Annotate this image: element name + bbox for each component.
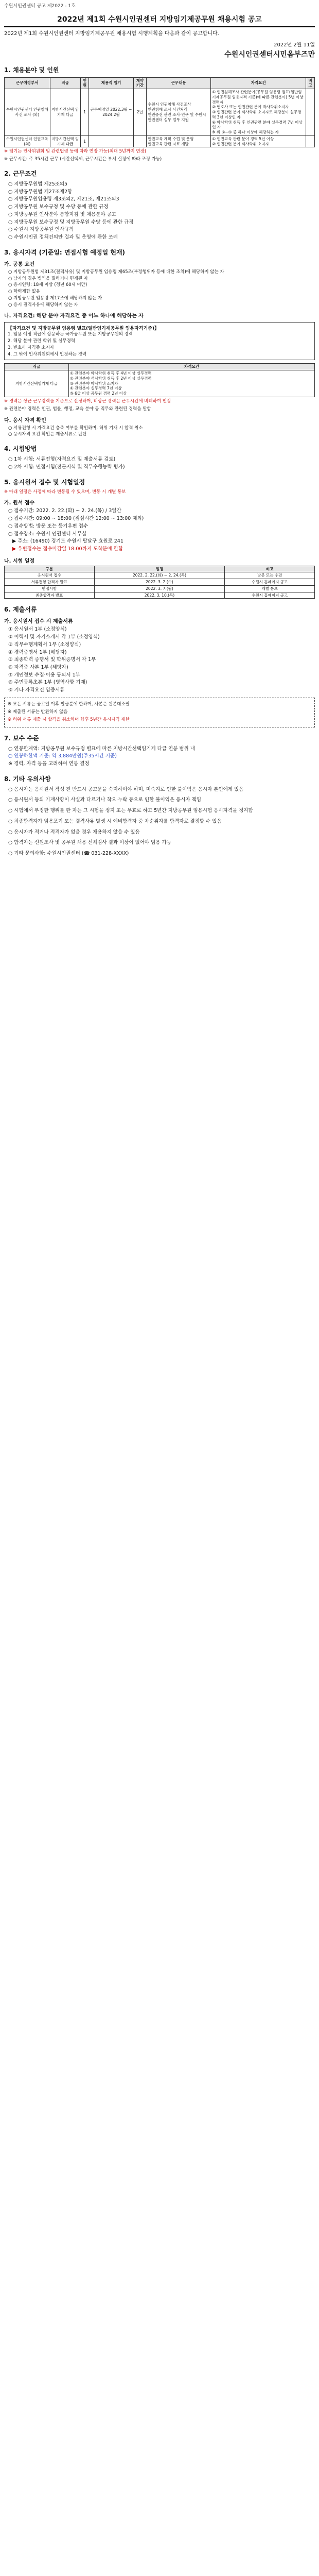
list-item: ④ 경력증명서 1부 (해당자) — [8, 649, 67, 655]
list-item: ③ 직무수행계획서 1부 (소정양식) — [8, 641, 81, 648]
cell-rank: 지방시간선택 임기제 다급 — [50, 135, 80, 147]
cell-count: 1 — [80, 89, 89, 136]
list-item: ○ 2차 시험: 면접시험(전문지식 및 직무수행능력 평가) — [8, 464, 125, 470]
list-item: 4. 그 밖에 인사위원회에서 인정하는 경력 — [8, 351, 86, 357]
list-item: ○ 기타 문의사항: 수원시인권센터 (☎ 031-228-XXXX) — [8, 851, 129, 857]
cell-remark: 방문 또는 우편 — [225, 572, 315, 579]
list-item: ○ 합격자는 신원조사 및 공무원 채용 신체검사 결과 이상이 없어야 임용 가능 — [8, 840, 171, 846]
confirm-list — [4, 425, 315, 438]
cell-remark: 수원시 홈페이지 공고 — [225, 592, 315, 599]
th-term: 채용직 임기 — [89, 77, 133, 89]
qualification-note: ※ 경력은 상근 근무경력을 기준으로 산정하며, 비상근 경력은 근무시간에 비례하여 인정 — [4, 398, 171, 404]
list-item: ○ 지방공무원법 제25조의5 — [8, 181, 68, 188]
cell-remark: 수원시 홈페이지 공고 — [225, 579, 315, 586]
table-row — [5, 572, 315, 579]
section-4-title: 4. 시험방법 — [4, 445, 37, 453]
th-dept: 근무예정부서 — [5, 77, 50, 89]
cell-date: 2022. 3. 7.(월) — [94, 585, 225, 592]
th-qual: 자격요건 — [211, 77, 306, 89]
cell-rank: 지방시간선택임기제 다급 — [5, 370, 69, 397]
list-item: ○ 접수시간: 09:00 ~ 18:00 (점심시간 12:00 ~ 13:00 제외) — [8, 516, 144, 522]
th-qual: 자격요건 — [69, 364, 315, 370]
cell-date: 2022. 3. 2.(수) — [94, 579, 225, 586]
section-7-title: 7. 보수 수준 — [4, 734, 39, 742]
section-1-title: 1. 채용분야 및 인원 — [4, 66, 59, 74]
section-1-note: ※ 임기는 인사위원회 및 관련법령 등에 따라 연장 가능(최대 5년까지 연장) — [4, 149, 147, 155]
salary-list — [4, 745, 315, 768]
list-item: ⑥ 자격증 사본 1부 (해당자) — [8, 665, 68, 671]
list-item: ○ 응시자는 응시원서 작성 전 반드시 공고문을 숙지하여야 하며, 미숙지로 인한 불이익은 응시자 본인에게 있음 — [8, 786, 244, 792]
th-duty: 근무내용 — [147, 77, 211, 89]
cell-qual: ① 인권교육 관련 분야 경력 5년 이상 ② 인권관련 분야 석사학위 소지자 — [211, 135, 306, 147]
list-item: ○ 지방공무원 임용령 제17조에 해당하지 않는 자 — [8, 295, 102, 301]
th-count: 인원 — [80, 77, 89, 89]
cell-duty: 수원시 인권침해 사건조사 인권침해 조사 사건처리 인권증진 관련 조사·연구 및 수원시인권센터 실무 업무 지원 — [147, 89, 211, 136]
list-item: ○ 수원시 지방공무원 인사규칙 — [8, 227, 74, 233]
subsection-title: 다. 응시 자격 확인 — [4, 417, 46, 423]
list-item: ⑤ 최종학력 증명서 및 학위증명서 각 1부 — [8, 657, 96, 663]
cell-kind: 서류전형 합격자 발표 — [5, 579, 95, 586]
list-item: ○ 시험에서 부정한 행위를 한 자는 그 시험을 정지 또는 무효로 하고 5년간 지방공무원 임용시험 응시자격을 정지함 — [8, 808, 253, 814]
subsection-title: 가. 응시원서 접수 시 제출서류 — [4, 619, 73, 625]
documents-note: ※ 모든 서류는 공고일 이후 발급분에 한하며, 사본은 원본대조필 — [8, 701, 130, 707]
cell-term: 근무예정일 2022.3월 ~ 2024.2월 — [89, 89, 133, 136]
list-item: 3. 변호사 자격증 소지자 — [8, 345, 55, 350]
list-item: ○ 응시원서 등의 기재사항이 사실과 다르거나 착오·누락 등으로 인한 불이익은 응시자 책임 — [8, 797, 201, 803]
th-rank: 직급 — [5, 364, 69, 370]
list-item: ▶ 우편접수는 접수마감일 18:00까지 도착분에 한함 — [12, 546, 123, 552]
documents-list — [4, 626, 315, 694]
list-item: ○ 최종합격자가 임용포기 또는 결격사유 발생 시 예비합격자 중 차순위자를 합격자로 결정할 수 있음 — [8, 818, 222, 824]
cell-remark: 개별 통보 — [225, 585, 315, 592]
list-item: ○ 응시연령: 18세 이상 (정년 60세 미만) — [8, 282, 87, 288]
schedule-table — [4, 566, 315, 599]
table-row — [5, 135, 315, 147]
document-ref: 수원시인권센터 공고 제2022 - 1호 — [4, 4, 76, 9]
section-5-title: 5. 응시원서 접수 및 시험일정 — [4, 478, 85, 486]
list-item: 1. 임용 예정 직급에 상응하는 국가공무원 또는 지방공무원의 경력 — [8, 332, 133, 337]
list-item: ○ 지방공무원법 제31조(결격사유) 및 지방공무원 임용령 제65조(부정행위자 등에 대한 조치)에 해당하지 않는 자 — [8, 269, 224, 275]
list-item: 2. 해당 분야 관련 학위 및 실무경력 — [8, 338, 76, 344]
qualification-box — [4, 322, 315, 360]
list-item: ○ 접수방법: 방문 또는 등기우편 접수 — [8, 523, 88, 529]
list-item: ○ 지방공무원 인사분야 통합지침 및 채용분야 공고 — [8, 211, 116, 217]
section-1-note: ※ 근무시간: 주 35시간 근무 (시간선택제, 근무시간은 부서 실정에 따라 조정 가능) — [4, 157, 162, 162]
list-item: ○ 학력제한 없음 — [8, 289, 41, 295]
section-6-title: 6. 제출서류 — [4, 606, 37, 614]
section-2-title: 2. 근무조건 — [4, 170, 37, 178]
list-item: ⑦ 개인정보 수집·이용 동의서 1부 — [8, 672, 80, 678]
notes-list — [4, 786, 315, 858]
list-item: ○ 지방공무원 보수규정 및 지방공무원 수당 등에 관한 규정 — [8, 219, 134, 225]
cell-qual: ① 관련분야 학사학위 취득 후 4년 이상 실무경력 ② 관련분야 석사학위 취득 후 2년 이상 실무경력 ③ 관련분야 박사학위 소지자 ④ 관련분야 실무경력 7년 이상 ⑤ 6급 이상 공무원 경력 2년 이상 — [69, 370, 315, 397]
table-row — [5, 585, 315, 592]
table-row — [5, 592, 315, 599]
intro-text: 2022년 제1회 수원시인권센터 지방임기제공무원 채용시험 시행계획을 다음과 같이 공고합니다. — [4, 31, 219, 37]
list-item: ○ 응시자격 요건 확인은 제출서류로 판단 — [8, 432, 87, 437]
list-item: ○ 연봉하한액 기준: 약 3,884만원(주35시간 기준) — [8, 753, 117, 759]
cell-period — [133, 135, 146, 147]
list-item: ▶ 주소: (16490) 경기도 수원시 팔달구 효원로 241 — [12, 538, 123, 545]
cell-note — [306, 89, 315, 136]
work-conditions-list — [4, 181, 315, 242]
table-header-row — [5, 77, 315, 89]
exam-method-list — [4, 456, 315, 471]
cell-kind: 최종합격자 발표 — [5, 592, 95, 599]
table-header-row — [5, 364, 315, 370]
list-item: ○ 서류전형 시 자격요건 충족 여부를 확인하며, 허위 기재 시 합격 취소 — [8, 425, 143, 431]
th-remark: 비고 — [225, 566, 315, 572]
box-title: 【자격요건 및 지방공무원 임용령 별표(일반임기제공무원 임용자격기준)】 — [8, 326, 160, 332]
issuer-name: 수원시인권센터시민옴부즈만 — [224, 50, 315, 59]
th-date: 일정 — [94, 566, 225, 572]
box-list — [8, 331, 311, 358]
subsection-title: 나. 시험 일정 — [4, 558, 35, 564]
cell-duty: 인권교육 계획 수립 및 운영 인권교육 관련 자료 개발 — [147, 135, 211, 147]
recruitment-table — [4, 77, 315, 148]
table-row — [5, 579, 315, 586]
announcement-date: 2022년 2월 11일 — [274, 42, 315, 48]
cell-note — [306, 135, 315, 147]
section-8-title: 8. 기타 유의사항 — [4, 775, 51, 783]
subsection-title: 나. 자격요건: 해당 분야 자격요건 중 어느 하나에 해당하는 자 — [4, 313, 144, 319]
list-item: ⑧ 주민등록초본 1부 (병역사항 기재) — [8, 680, 87, 686]
subsection-title: 가. 원서 접수 — [4, 500, 35, 506]
list-item: ○ 남자의 경우 병역을 필하거나 면제된 자 — [8, 276, 88, 281]
subsection-title: 가. 공통 요건 — [4, 261, 35, 267]
table-row — [5, 89, 315, 136]
list-item: ○ 지방공무원 보수규정 및 수당 등에 관한 규정 — [8, 204, 109, 210]
list-item: ※ 경력, 자격 등을 고려하여 연봉 결정 — [8, 761, 90, 767]
cell-date: 2022. 3. 10.(목) — [94, 592, 225, 599]
qualifications-table — [4, 363, 315, 397]
list-item: ○ 접수기간: 2022. 2. 22.(화) ~ 2. 24.(목) / 3일간 — [8, 508, 121, 514]
cell-kind: 응시원서 접수 — [5, 572, 95, 579]
list-item: ○ 접수장소: 수원시 인권센터 사무실 — [8, 531, 87, 537]
table-row — [5, 370, 315, 397]
list-item: ○ 1차 시험: 서류전형(자격요건 및 제출서류 검토) — [8, 456, 116, 463]
cell-qual: ① 인권침해조사 관련분야(공무원 임용령 별표(일반임기제공무원 임용자격 기준)에 따른 관련분야) 5년 이상 경력자 ② 변호사 또는 인권관련 분야 박사학위소지자 ③ 인권관련 분야 석사학위 소지자로 해당분야 실무경력 3년 이상인 자 ④ 학사학위 취득 후 인권관련 분야 실무경력 7년 이상인 자 ※ 위 ①~④ 중 하나 이상에 해당하는 자 — [211, 89, 306, 136]
th-rank: 직급 — [50, 77, 80, 89]
qualification-note: ※ 관련분야 경력은 인권, 법률, 행정, 교육 분야 등 직무와 관련된 경력을 말함 — [4, 406, 151, 412]
list-item: ① 응시원서 1부 (소정양식) — [8, 626, 67, 633]
document-title: 2022년 제1회 수원시인권센터 지방임기제공무원 채용시험 공고 — [4, 11, 315, 27]
schedule-note: ※ 아래 일정은 사정에 따라 변동될 수 있으며, 변동 시 개별 통보 — [4, 489, 126, 495]
list-item: ○ 지방공무원임용령 제3조의2, 제21조, 제21조의3 — [8, 196, 119, 202]
cell-date: 2022. 2. 22.(화) ~ 2. 24.(목) — [94, 572, 225, 579]
cell-count: 1 — [80, 135, 89, 147]
th-period: 계약기간 — [133, 77, 146, 89]
table-header-row — [5, 566, 315, 572]
list-item: ○ 응시자가 적거나 적격자가 없을 경우 채용하지 않을 수 있음 — [8, 829, 140, 835]
list-item: ⑨ 기타 자격요건 입증서류 — [8, 687, 65, 693]
section-3-title: 3. 응시자격 (기준일: 면접시험 예정일 현재) — [4, 248, 126, 256]
th-note: 비고 — [306, 77, 315, 89]
common-requirements-list — [4, 269, 315, 309]
list-item: ○ 수원시인권 정책건의안 결과 및 운영에 관한 조례 — [8, 234, 118, 241]
th-kind: 구분 — [5, 566, 95, 572]
documents-notes-box — [4, 698, 315, 727]
cell-term — [89, 135, 133, 147]
application-list — [4, 507, 315, 553]
cell-kind: 면접시험 — [5, 585, 95, 592]
cell-dept: 수원시인권센터 인권침해사건 조사 (외) — [5, 89, 50, 136]
list-item: ○ 지방공무원법 제27조제2항 — [8, 189, 73, 195]
cell-rank: 지방시간선택 임기제 다급 — [50, 89, 80, 136]
list-item: ② 이력서 및 자기소개서 각 1부 (소정양식) — [8, 634, 100, 640]
documents-note: ※ 제출된 서류는 반환하지 않음 — [8, 709, 68, 715]
cell-period: 2년 — [133, 89, 146, 136]
list-item: ○ 연봉한계액: 지방공무원 보수규정 별표에 따른 지방시간선택임기제 다급 연봉 범위 내 — [8, 745, 195, 752]
list-item: ○ 응시 결격사유에 해당하지 않는 자 — [8, 302, 78, 308]
documents-note: ※ 허위 서류 제출 시 합격을 취소하며 향후 5년간 응시자격 제한 — [8, 717, 130, 722]
cell-dept: 수원시인권센터 인권교육 (외) — [5, 135, 50, 147]
